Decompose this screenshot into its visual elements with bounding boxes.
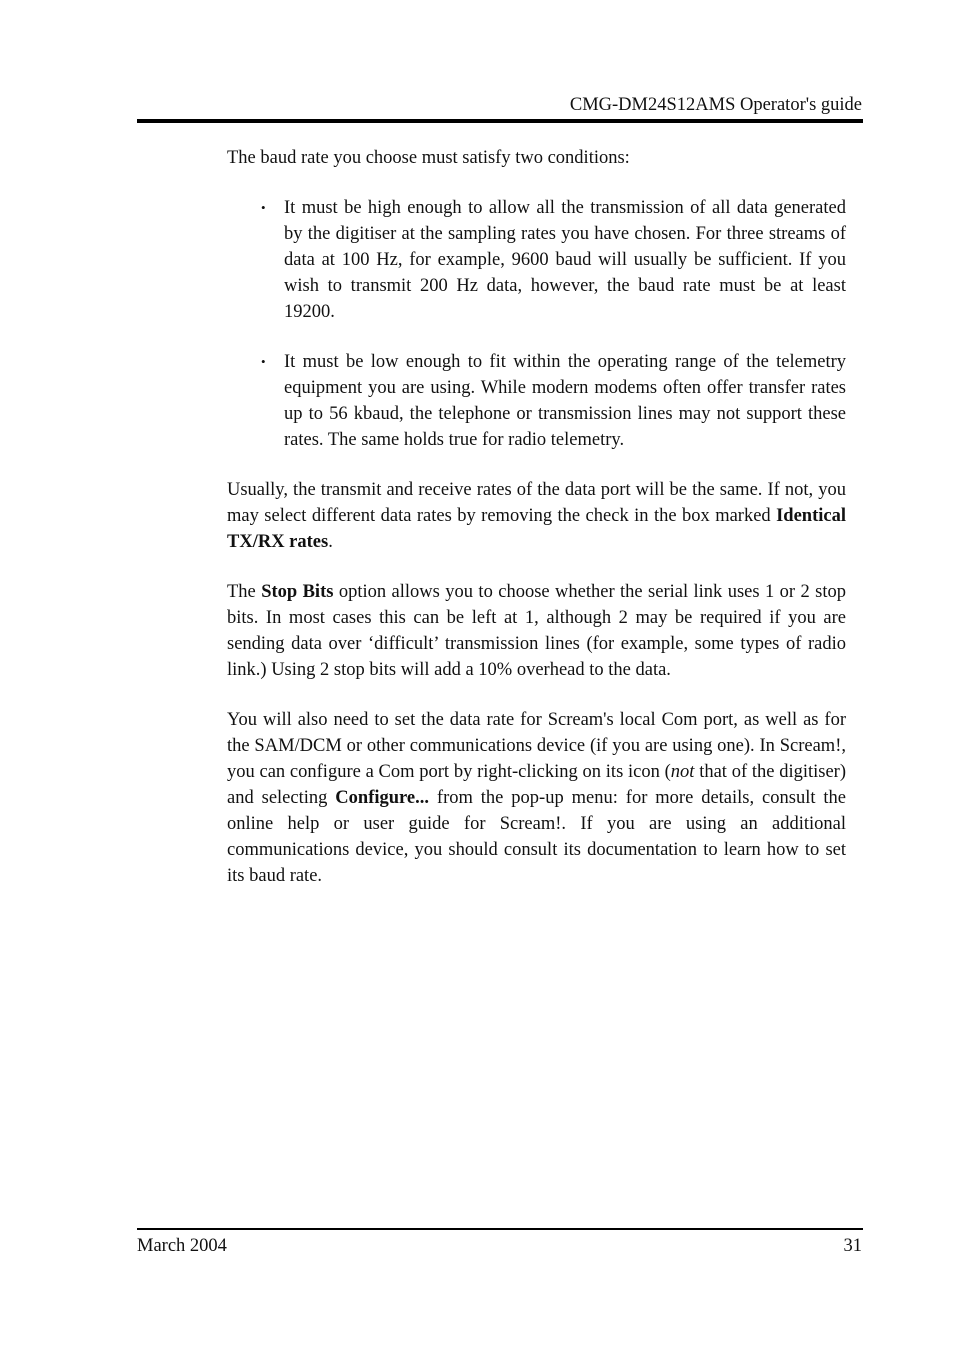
conditions-list (227, 195, 846, 453)
header-rule (137, 119, 863, 123)
list-item-text: It must be low enough to fit within the operating range of the telemetry equipment you are using. While modern modems often offer transfer rates up to 56 kbaud, the telephone or transmission lines may not support these rates. The same holds true for radio telemetry. (284, 352, 846, 450)
list-item (227, 349, 846, 453)
identical-tx-rx-rates-term: Identical TX/RX rates (227, 506, 846, 552)
page-body (227, 145, 846, 889)
footer-rule (137, 1228, 863, 1230)
bullet-icon: • (261, 200, 266, 215)
running-header-title: CMG-DM24S12AMS Operator's guide (569, 95, 862, 115)
stop-bits-term: Stop Bits (261, 582, 334, 602)
footer-date: March 2004 (137, 1236, 227, 1256)
intro-paragraph: The baud rate you choose must satisfy two conditions: (227, 148, 630, 168)
page-number: 31 (843, 1236, 862, 1256)
stop-bits-paragraph: The Stop Bits option allows you to choose whether the serial link uses 1 or 2 stop bits. In most cases this can be left at 1, although 2 may be required if you are sending data over ‘difficult’ transmission lines (for example, some types of radio link.) Using 2 stop bits will add a 10% overhead to the data. (227, 582, 847, 680)
identical-rates-paragraph: Usually, the transmit and receive rates of the data port will be the same. If not, you may select different data rates by removing the check in the box marked Identical TX/RX rates. (227, 480, 846, 552)
list-item-text: It must be high enough to allow all the transmission of all data generated by the digitiser at the sampling rates you have chosen. For three streams of data at 100 Hz, for example, 9600 baud will usually be sufficient. If you wish to transmit 200 Hz data, however, the baud rate must be at least 19200. (284, 198, 846, 322)
not-emphasis: not (670, 762, 695, 782)
scream-com-port-paragraph: You will also need to set the data rate for Scream's local Com port, as well as for the SAM/DCM or other communications device (if you are using one). In Scream!, you can configure a Com port by right-clicking on its icon (not that of the digitiser) and selecting Configure... from the pop-up menu: for more details, consult the online help or user guide for Scream!. If you are using an additional communications device, you should consult its documentation to learn how to set its baud rate. (227, 710, 847, 886)
configure-menu-term: Configure... (335, 788, 429, 808)
list-item (227, 195, 846, 325)
bullet-icon: • (261, 354, 266, 369)
